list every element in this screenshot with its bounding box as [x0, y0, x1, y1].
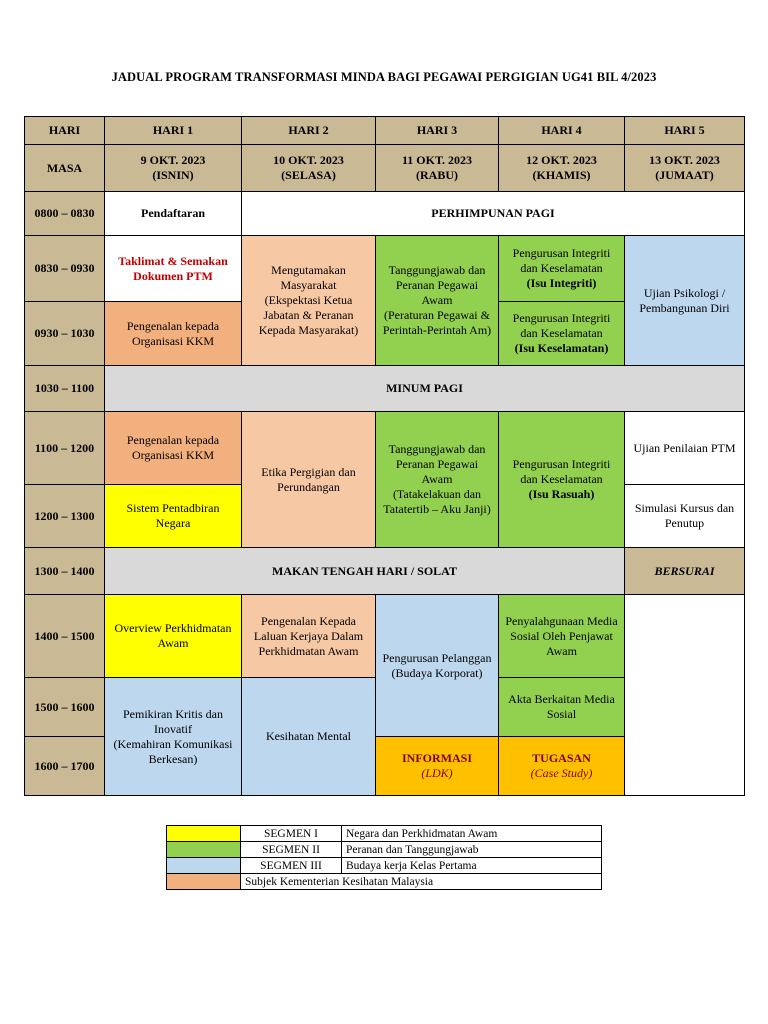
- time-slot: 0930 – 1030: [24, 301, 105, 366]
- session-bold: (Isu Integriti): [526, 276, 597, 290]
- legend-segment: SEGMEN III: [240, 857, 342, 874]
- document-title: JADUAL PROGRAM TRANSFORMASI MINDA BAGI PEGAWAI PERGIGIAN UG41 BIL 4/2023: [111, 70, 657, 84]
- header-day-3: HARI 3: [375, 116, 499, 145]
- session-label: Pengurusan Integriti dan Keselamatan: [512, 311, 611, 340]
- date-day-4: [498, 144, 625, 192]
- legend-desc: Negara dan Perkhidmatan Awam: [341, 825, 602, 842]
- session-sub: (Budaya Korporat): [391, 665, 483, 680]
- legend-desc: Subjek Kementerian Kesihatan Malaysia: [240, 873, 602, 890]
- legend-swatch-segmen-1: [166, 825, 241, 842]
- session-pengenalan-kkm-2: Pengenalan kepada Organisasi KKM: [104, 411, 242, 485]
- legend-segment: SEGMEN II: [240, 841, 342, 858]
- session-tanggungjawab-a: [375, 235, 499, 366]
- session-label: Tanggungjawab dan Peranan Pegawai Awam: [388, 263, 486, 307]
- session-bersurai: BERSURAI: [624, 547, 745, 595]
- header-masa: MASA: [24, 144, 105, 192]
- session-pendaftaran: Pendaftaran: [104, 191, 242, 236]
- session-integriti-a: [498, 235, 625, 302]
- session-label: Tanggungjawab dan Peranan Pegawai Awam: [388, 442, 486, 486]
- weekday-text: (KHAMIS): [532, 168, 591, 182]
- legend-desc: Budaya kerja Kelas Pertama: [341, 857, 602, 874]
- legend-segment: SEGMEN I: [240, 825, 342, 842]
- session-perhimpunan: PERHIMPUNAN PAGI: [241, 191, 745, 236]
- session-laluan: Pengenalan Kepada Laluan Kerjaya Dalam Perkhidmatan Awam: [241, 594, 376, 678]
- session-label: Pengurusan Integriti dan Keselamatan: [512, 457, 611, 486]
- legend-swatch-kkm: [166, 873, 241, 890]
- session-pelanggan: [375, 594, 499, 737]
- weekday-text: (RABU): [416, 168, 458, 182]
- session-label: Mengutamakan Masyarakat: [271, 263, 346, 292]
- session-label: INFORMASI: [401, 751, 472, 765]
- session-label: Pengurusan Pelanggan: [382, 650, 492, 665]
- session-integriti-b: [498, 301, 625, 366]
- session-akta: Akta Berkaitan Media Sosial: [498, 677, 625, 737]
- time-slot: 1600 – 1700: [24, 736, 105, 796]
- session-ujian-ptm: Ujian Penilaian PTM: [624, 411, 745, 485]
- time-slot: 1200 – 1300: [24, 484, 105, 548]
- header-hari: HARI: [24, 116, 105, 145]
- session-tanggungjawab-b: [375, 411, 499, 548]
- date-text: 11 OKT. 2023: [401, 153, 473, 167]
- session-sub: (Tatakelakuan dan Tatatertib – Aku Janji): [383, 487, 491, 516]
- date-day-2: [241, 144, 376, 192]
- session-bold: (Isu Keselamatan): [514, 341, 609, 355]
- session-label: Taklimat & Semakan Dokumen PTM: [118, 253, 228, 283]
- date-day-1: [104, 144, 242, 192]
- time-slot: 1300 – 1400: [24, 547, 105, 595]
- session-mengutamakan: [241, 235, 376, 366]
- session-simulasi: Simulasi Kursus dan Penutup: [624, 484, 745, 548]
- session-kesihatan: Kesihatan Mental: [241, 677, 376, 796]
- session-integriti-c: [498, 411, 625, 548]
- session-sistem: Sistem Pentadbiran Negara: [104, 484, 242, 548]
- session-sub: (Peraturan Pegawai & Perintah-Perintah Am): [382, 308, 492, 337]
- date-day-3: [375, 144, 499, 192]
- session-label: Pengurusan Integriti dan Keselamatan: [512, 246, 611, 275]
- session-informasi: [375, 736, 499, 796]
- legend-swatch-segmen-3: [166, 857, 241, 874]
- session-tugasan: [498, 736, 625, 796]
- session-minum-pagi: MINUM PAGI: [104, 365, 745, 412]
- header-day-5: HARI 5: [624, 116, 745, 145]
- header-day-4: HARI 4: [498, 116, 625, 145]
- date-text: 10 OKT. 2023: [273, 153, 344, 167]
- date-text: 9 OKT. 2023: [140, 153, 206, 167]
- legend-desc: Peranan dan Tanggungjawab: [341, 841, 602, 858]
- session-sub: (Case Study): [530, 766, 593, 780]
- header-day-1: HARI 1: [104, 116, 242, 145]
- time-slot: 1030 – 1100: [24, 365, 105, 412]
- session-sub: (Kemahiran Komunikasi Berkesan): [113, 736, 233, 766]
- session-media-sosial: Penyalahgunaan Media Sosial Oleh Penjawat Awam: [498, 594, 625, 678]
- time-slot: 1500 – 1600: [24, 677, 105, 737]
- session-sub: (Ekspektasi Ketua Jabatan & Peranan Kepada Masyarakat): [258, 293, 359, 337]
- date-text: 12 OKT. 2023: [526, 153, 597, 167]
- weekday-text: (JUMAAT): [655, 168, 714, 182]
- date-text: 13 OKT. 2023: [649, 153, 720, 167]
- session-ujian-psikologi: Ujian Psikologi / Pembangunan Diri: [624, 235, 745, 366]
- session-pemikiran: [104, 677, 242, 796]
- session-etika: Etika Pergigian dan Perundangan: [241, 411, 376, 548]
- time-slot: 1400 – 1500: [24, 594, 105, 678]
- empty-cell: [624, 594, 745, 796]
- date-day-5: [624, 144, 745, 192]
- session-pengenalan-kkm-1: Pengenalan kepada Organisasi KKM: [104, 301, 242, 366]
- session-overview: Overview Perkhidmatan Awam: [104, 594, 242, 678]
- session-bold: (Isu Rasuah): [528, 487, 595, 501]
- time-slot: 0800 – 0830: [24, 191, 105, 236]
- session-sub: (LDK): [421, 766, 453, 780]
- time-slot: 1100 – 1200: [24, 411, 105, 485]
- header-day-2: HARI 2: [241, 116, 376, 145]
- weekday-text: (ISNIN): [152, 168, 194, 182]
- weekday-text: (SELASA): [281, 168, 336, 182]
- session-label: Pemikiran Kritis dan Inovatif: [123, 706, 223, 736]
- legend-swatch-segmen-2: [166, 841, 241, 858]
- session-taklimat: [104, 235, 242, 302]
- session-makan: MAKAN TENGAH HARI / SOLAT: [104, 547, 625, 595]
- time-slot: 0830 – 0930: [24, 235, 105, 302]
- session-label: TUGASAN: [532, 751, 591, 765]
